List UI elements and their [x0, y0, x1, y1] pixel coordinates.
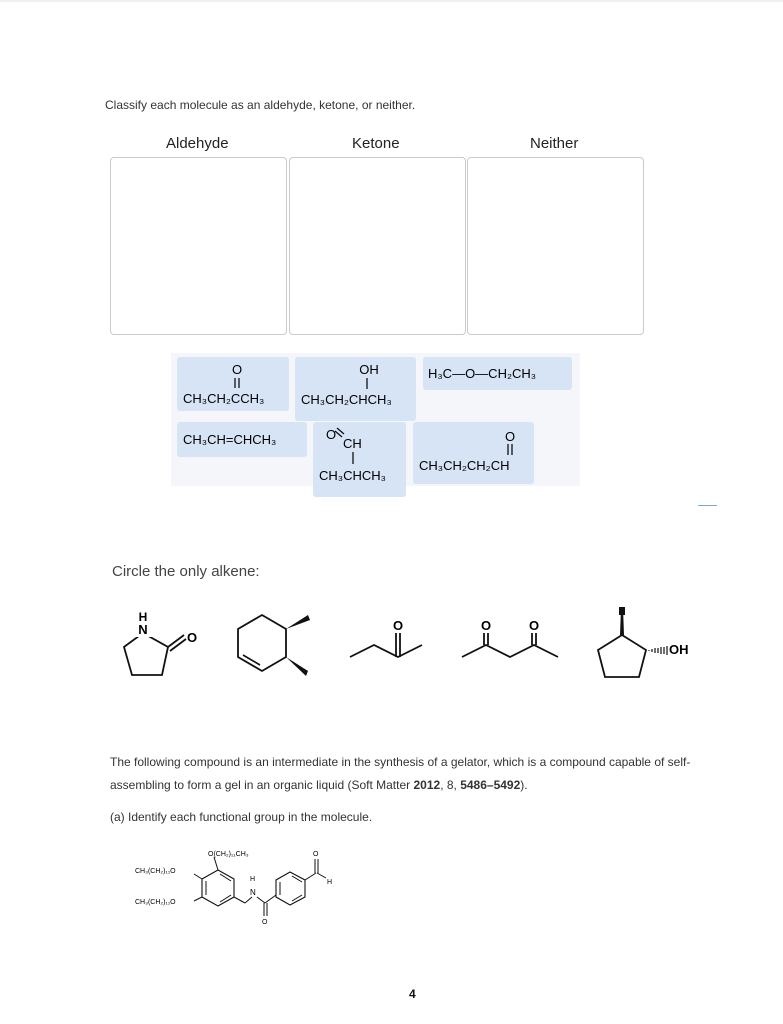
diketone-o2: O: [528, 618, 540, 633]
chip-butene[interactable]: [177, 422, 307, 457]
question3-part-a: (a) Identify each functional group in the molecule.: [110, 810, 373, 824]
chip-butanol-formula: CH₃CH₂CHCH₃: [301, 392, 392, 407]
amide-nh-n: N: [250, 888, 256, 897]
chip-butanal[interactable]: [413, 422, 534, 484]
alkene-structures: [100, 595, 740, 695]
molecule-diketone-skeletal[interactable]: [462, 618, 558, 657]
chip-isobutyraldehyde[interactable]: [313, 422, 406, 497]
accent-mark: [698, 505, 717, 506]
amide-nh-h: H: [250, 876, 256, 883]
methylcyclopentanol-oh: OH: [669, 642, 689, 657]
aldehyde-h: H: [327, 879, 333, 886]
molecule-butanone-skeletal[interactable]: [350, 618, 422, 657]
molecule-pyrrolidinone[interactable]: [124, 610, 197, 675]
butanone-skeletal-o: O: [392, 618, 404, 633]
drop-zone-ketone[interactable]: [289, 157, 466, 335]
column-header-neither: Neither: [530, 135, 579, 152]
aldehyde-o: O: [313, 851, 319, 858]
chip-butanone-oxygen: O: [231, 362, 243, 377]
pyrrolidinone-o: O: [186, 630, 198, 645]
chip-isobutyraldehyde-ch: CH: [343, 436, 362, 451]
answer-tray: [171, 353, 580, 486]
gelator-intermediate-structure: [130, 843, 370, 933]
left-alkoxy-chain-1: CH₃(CH₂)₁₁O: [135, 868, 176, 875]
chip-ether-formula: H₃C—O—CH₂CH₃: [428, 366, 537, 381]
chip-butanal-formula: CH₃CH₂CH₂CH: [419, 458, 510, 473]
chip-butanone[interactable]: [177, 357, 289, 411]
diketone-o1: O: [480, 618, 492, 633]
chip-isobutyraldehyde-formula: CH₃CHCH₃: [319, 468, 386, 483]
citation-year: 2012: [413, 778, 441, 792]
molecule-methylcyclopentanol[interactable]: [598, 607, 689, 677]
pyrrolidinone-h: H: [138, 610, 148, 624]
chip-butanal-oxygen: O: [504, 429, 516, 444]
chip-ether[interactable]: [423, 357, 572, 390]
chip-butanol-hydroxyl: OH: [359, 362, 379, 377]
amide-carbonyl-o: O: [262, 919, 268, 926]
top-divider: [0, 0, 783, 2]
column-header-aldehyde: Aldehyde: [166, 135, 229, 152]
molecule-dimethylcyclohexene[interactable]: [238, 615, 310, 676]
question2-prompt: Circle the only alkene:: [112, 563, 260, 580]
left-alkoxy-chain-2: CH₃(CH₂)₁₁O: [135, 899, 176, 906]
question1-prompt: Classify each molecule as an aldehyde, ketone, or neither.: [105, 98, 416, 112]
chip-butene-formula: CH₃CH=CHCH₃: [183, 432, 277, 447]
top-alkoxy-chain: O(CH₂)₁₁CH₃: [208, 851, 249, 858]
drop-zone-neither[interactable]: [467, 157, 644, 335]
chip-butanone-formula: CH₃CH₂CCH₃: [183, 391, 265, 406]
pyrrolidinone-n: N: [138, 622, 148, 637]
column-header-ketone: Ketone: [352, 135, 400, 152]
question3-intro: The following compound is an intermediate in the synthesis of a gelator, which is a compound capable of self-assembling to form a gel in an organic liquid (Soft Matter 2012, 8, 5486–5492).: [110, 755, 691, 792]
drop-zone-aldehyde[interactable]: [110, 157, 287, 335]
citation-pages: 5486–5492: [460, 778, 521, 792]
chip-butanol[interactable]: [295, 357, 416, 421]
chip-isobutyraldehyde-oxygen: O: [326, 427, 337, 442]
page-number: 4: [409, 987, 416, 1001]
